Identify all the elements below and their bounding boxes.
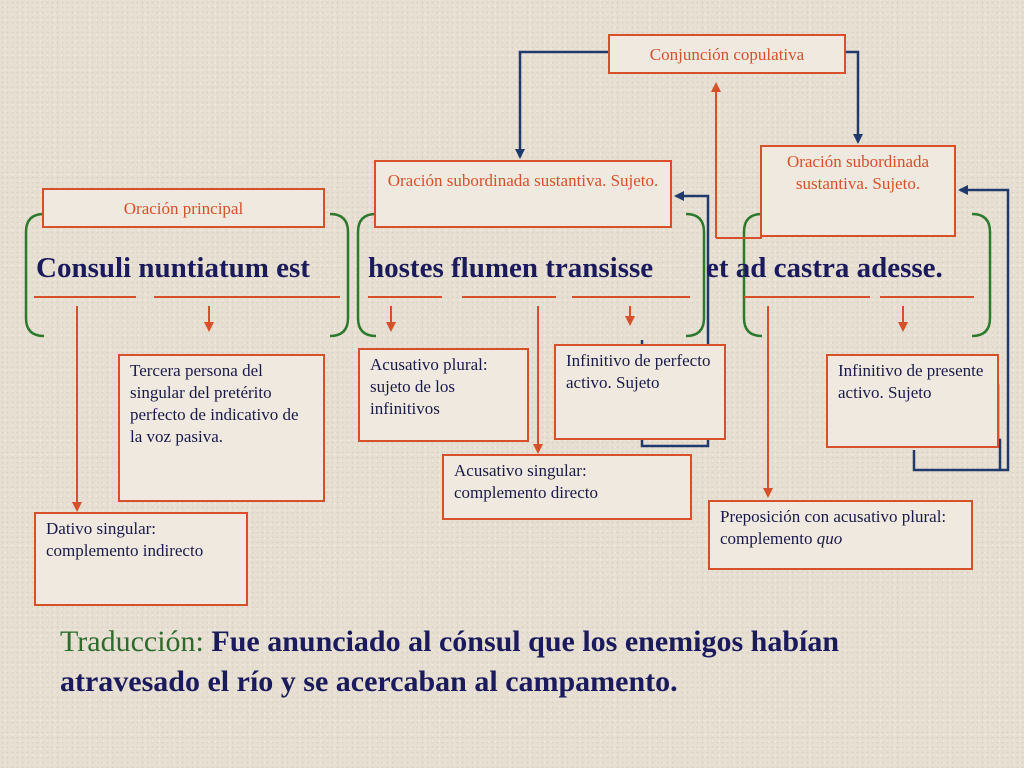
translation-text: Fue anunciado al cónsul que los enemigos habían atravesado el río y se acercaban al campamento. [60,625,840,698]
oracion-principal-box [42,188,325,228]
conjuncion-copulativa-label: Conjunción copulativa [649,45,805,64]
latin-part-subordinada-2: et ad castra adesse. [706,252,943,284]
note-acusativo-singular [442,454,692,520]
note-dativo-text: Dativo singular: complemento indirecto [46,519,204,561]
note-preposicion-text: Preposición con acusativo plural: complemento [720,507,947,549]
note-tercera-persona-text: Tercera persona del singular del pretérito perfecto de indicativo de la voz pasiva. [130,361,299,447]
note-acusativo-plural [358,348,529,442]
note-infinitivo-presente-text: Infinitivo de presente activo. Sujeto [838,361,984,403]
bracket-sub1-right [686,214,704,336]
oracion-subordinada-2-label: Oración subordinada sustantiva. Sujeto. [786,152,930,194]
bracket-principal-right [330,214,348,336]
bracket-sub2-right [972,214,990,336]
oracion-subordinada-2-box [760,145,956,237]
note-infinitivo-presente [826,354,999,448]
note-preposicion-italic: quo [816,529,843,549]
conjuncion-copulativa-box [608,34,846,74]
oracion-subordinada-1-label: Oración subordinada sustantiva. Sujeto. [387,171,659,190]
note-infinitivo-perfecto-text: Infinitivo de perfecto activo. Sujeto [566,351,711,393]
connector-conj-to-sub1 [520,52,608,157]
note-infinitivo-perfecto [554,344,726,440]
note-dativo [34,512,248,606]
oracion-principal-label: Oración principal [123,199,244,218]
note-preposicion [708,500,973,570]
note-acusativo-plural-text: Acusativo plural: sujeto de los infinitivos [370,355,488,419]
note-tercera-persona [118,354,325,502]
translation-block [60,622,980,702]
connector-conj-to-sub2 [846,52,858,142]
latin-part-subordinada-1: hostes flumen transisse [368,252,654,284]
note-acusativo-singular-text: Acusativo singular: complemento directo [454,461,598,503]
latin-part-principal: Consuli nuntiatum est [36,252,310,284]
translation-label: Traducción: [60,625,204,658]
oracion-subordinada-1-box [374,160,672,228]
